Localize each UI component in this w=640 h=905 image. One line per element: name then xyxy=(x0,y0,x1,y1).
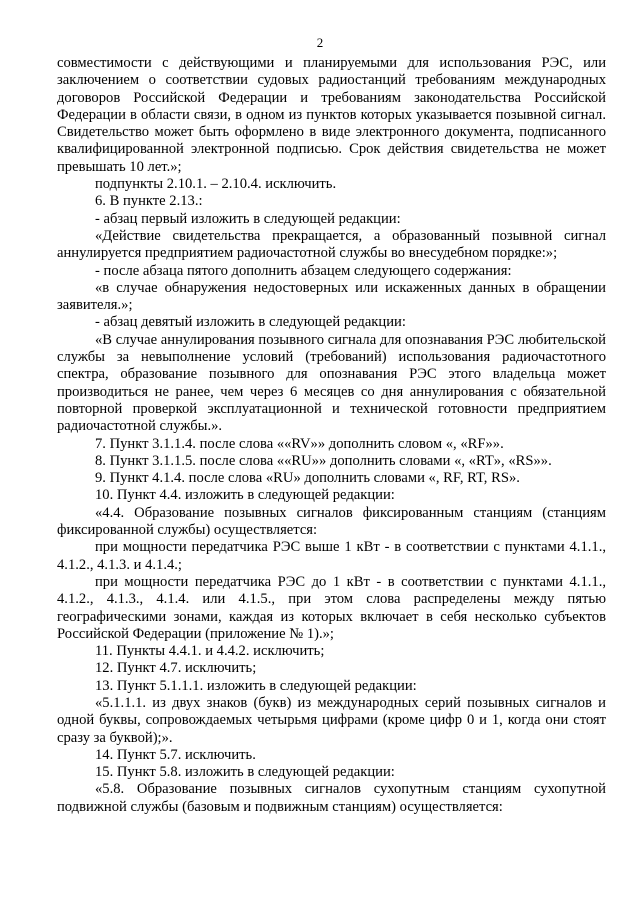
paragraph: «4.4. Образование позывных сигналов фиксированным станциям (станциям фиксированной службы) осуществляется: xyxy=(57,504,606,539)
paragraph: 9. Пункт 4.1.4. после слова «RU» дополнить словами «, RF, RT, RS». xyxy=(95,470,520,487)
paragraph: - абзац первый изложить в следующей редакции: xyxy=(95,210,401,227)
paragraph: 8. Пункт 3.1.1.5. после слова ««RU»» дополнить словами «, «RT», «RS»». xyxy=(95,452,552,469)
paragraph: «Действие свидетельства прекращается, а образованный позывной сигнал аннулируется предприятием радиочастотной службы во внесудебном порядке:»; xyxy=(57,227,606,262)
paragraph: совместимости с действующими и планируемыми для использования РЭС, или заключением о соответствии судовых радиостанций требованиям международных договоров Российской Федерации и требованиям законодательства Российской Федерации в области связи, в одном из пунктов которых указывается позывной сигнал. Свидетельство может быть оформлено в виде электронного документа, подписанного квалифицированной электронной подписью. Срок действия свидетельства не может превышать 10 лет.»; xyxy=(57,55,606,175)
paragraph: «5.1.1.1. из двух знаков (букв) из международных серий позывных сигналов и одной буквы, сопровождаемых четырьмя цифрами (кроме цифр 0 и 1, когда они стоят сразу за буквой);». xyxy=(57,694,606,746)
paragraph: 15. Пункт 5.8. изложить в следующей редакции: xyxy=(95,764,395,781)
paragraph: 6. В пункте 2.13.: xyxy=(95,193,203,210)
paragraph: 12. Пункт 4.7. исключить; xyxy=(95,660,257,677)
paragraph: при мощности передатчика РЭС до 1 кВт - в соответствии с пунктами 4.1.1., 4.1.2., 4.1.3., 4.1.4. или 4.1.5., при этом слова распределены между пятью географическими зонами, каждая из которых включает в себя несколько субъектов Российской Федерации (приложение № 1).»; xyxy=(57,573,606,642)
paragraph: 10. Пункт 4.4. изложить в следующей редакции: xyxy=(95,487,395,504)
paragraph: 13. Пункт 5.1.1.1. изложить в следующей редакции: xyxy=(95,677,417,694)
document-body xyxy=(57,55,606,816)
paragraph: при мощности передатчика РЭС выше 1 кВт - в соответствии с пунктами 4.1.1., 4.1.2., 4.1.3. и 4.1.4.; xyxy=(57,539,606,573)
paragraph: подпункты 2.10.1. – 2.10.4. исключить. xyxy=(95,176,337,193)
page-number: 2 xyxy=(316,35,324,50)
paragraph: 11. Пункты 4.4.1. и 4.4.2. исключить; xyxy=(95,643,325,660)
paragraph: «в случае обнаружения недостоверных или искаженных данных в обращении заявителя.»; xyxy=(57,279,606,314)
paragraph: 7. Пункт 3.1.1.4. после слова ««RV»» дополнить словом «, «RF»». xyxy=(95,435,504,452)
paragraph: - абзац девятый изложить в следующей редакции: xyxy=(95,314,406,331)
paragraph: «5.8. Образование позывных сигналов сухопутным станциям сухопутной подвижной службы (базовым и подвижным станциям) осуществляется: xyxy=(57,781,606,815)
paragraph: «В случае аннулирования позывного сигнала для опознавания РЭС любительской службы за невыполнение условий (требований) использования радиочастотного спектра, образование позывного для опознавания РЭС этого владельца может производиться не ранее, чем через 6 месяцев со дня аннулирования с обязательной повторной проверкой эксплуатационной и технической готовности предприятием радиочастотной службы.». xyxy=(57,331,606,435)
paragraph: - после абзаца пятого дополнить абзацем следующего содержания: xyxy=(95,262,512,279)
paragraph: 14. Пункт 5.7. исключить. xyxy=(95,746,256,763)
